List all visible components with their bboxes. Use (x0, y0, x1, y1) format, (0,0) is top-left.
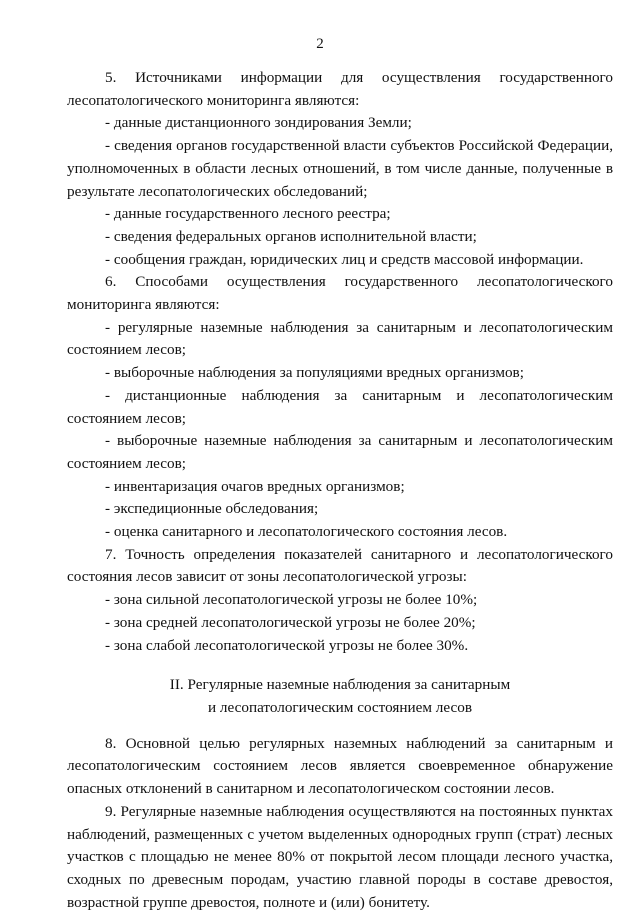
list-item: - сообщения граждан, юридических лиц и средств массовой информации. (105, 250, 584, 268)
list-item: - зона сильной лесопатологической угрозы не более 10%; (105, 591, 478, 609)
list-item: - сведения федеральных органов исполнительной власти; (105, 227, 477, 245)
paragraph-6: 6. Способами осуществления государственного лесопатологического мониторинга являются: (67, 273, 613, 314)
list-item: - сведения органов государственной власти субъектов Российской Федерации, уполномоченных в области лесных отношений, в том числе данные, полученные в результате лесопатологических обследований; (67, 137, 613, 200)
list-item: - данные дистанционного зондирования Земли; (105, 114, 412, 132)
list-item: - экспедиционные обследования; (105, 500, 319, 518)
list-item: - оценка санитарного и лесопатологического состояния лесов. (105, 523, 508, 541)
list-item: - регулярные наземные наблюдения за санитарным и лесопатологическим состоянием лесов; (67, 318, 613, 359)
section-heading (67, 674, 613, 719)
page-number: 2 (316, 36, 324, 52)
section-heading-line-2: и лесопатологическим состоянием лесов (208, 698, 472, 716)
list-item: - выборочные наземные наблюдения за санитарным и лесопатологическим состоянием лесов; (67, 432, 613, 472)
page-content (67, 67, 613, 914)
list-item: - зона средней лесопатологической угрозы не более 20%; (105, 613, 476, 631)
list-item: - зона слабой лесопатологической угрозы не более 30%. (105, 636, 469, 654)
paragraph-9: 9. Регулярные наземные наблюдения осуществляются на постоянных пунктах наблюдений, размещенных с учетом выделенных однородных групп (страт) лесных участков с площадью не менее 80% от покрытой лесом площади лесного участка, сходных по древесным породам, участию главной породы в составе древостоя, возрастной группе древостоя, полноте и (или) бонитету. (67, 802, 613, 911)
paragraph-7: 7. Точность определения показателей санитарного и лесопатологического состояния лесов зависит от зоны лесопатологической угрозы: (67, 545, 613, 586)
list-item: - данные государственного лесного реестра; (105, 205, 391, 223)
paragraph-8: 8. Основной целью регулярных наземных наблюдений за санитарным и лесопатологическим состоянием лесов является своевременное обнаружение опасных отклонений в санитарном и лесопатологическом состоянии лесов. (67, 734, 613, 798)
list-item: - дистанционные наблюдения за санитарным и лесопатологическим состоянием лесов; (67, 386, 613, 427)
paragraph-5: 5. Источниками информации для осуществления государственного лесопатологического мониторинга являются: (67, 69, 613, 109)
list-item: - выборочные наблюдения за популяциями вредных организмов; (105, 364, 524, 382)
section-heading-line-1: II. Регулярные наземные наблюдения за санитарным (169, 676, 511, 694)
list-item: - инвентаризация очагов вредных организмов; (105, 477, 405, 495)
